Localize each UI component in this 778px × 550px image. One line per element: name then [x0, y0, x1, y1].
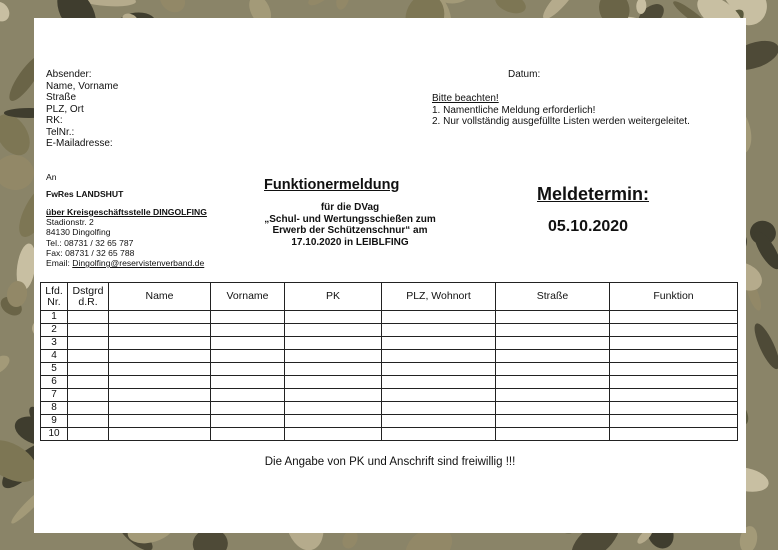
cell-strasse[interactable] [496, 415, 610, 428]
cell-vorname[interactable] [211, 376, 285, 389]
cell-dienstgrad[interactable] [68, 311, 109, 324]
cell-dienstgrad[interactable] [68, 402, 109, 415]
cell-strasse[interactable] [496, 363, 610, 376]
header-dienstgrad: Dstgrd d.R. [68, 283, 109, 311]
table-row [41, 389, 738, 402]
registration-table [40, 282, 738, 441]
header-pk: PK [285, 283, 382, 311]
recipient-block [46, 207, 207, 268]
recipient-tel: Tel.: 08731 / 32 65 787 [46, 237, 134, 248]
cell-plz-wohnort[interactable] [382, 428, 496, 441]
cell-strasse[interactable] [496, 389, 610, 402]
row-number: 3 [41, 337, 68, 350]
subtitle-line-1: für die DVag [320, 202, 380, 213]
cell-funktion[interactable] [610, 324, 738, 337]
recipient-email-link[interactable]: Dingolfing@reservistenverband.de [72, 258, 205, 269]
row-number: 6 [41, 376, 68, 389]
table-row [41, 376, 738, 389]
notice-block [432, 93, 690, 128]
row-number: 7 [41, 389, 68, 402]
table-row [41, 337, 738, 350]
table-row [41, 363, 738, 376]
row-number: 10 [41, 428, 68, 441]
cell-vorname[interactable] [211, 350, 285, 363]
form-subtitle [240, 202, 460, 248]
table-row [41, 402, 738, 415]
header-plz-wohnort: PLZ, Wohnort [382, 283, 496, 311]
cell-strasse[interactable] [496, 402, 610, 415]
row-number: 8 [41, 402, 68, 415]
header-funktion: Funktion [610, 283, 738, 311]
form-sheet [34, 18, 746, 533]
table-header-row [41, 283, 738, 311]
recipient-unit: FwRes LANDSHUT [46, 189, 124, 199]
cell-vorname[interactable] [211, 363, 285, 376]
cell-dienstgrad[interactable] [68, 376, 109, 389]
form-title: Funktionermeldung [264, 177, 400, 193]
sender-field-street: Straße [46, 92, 77, 103]
cell-plz-wohnort[interactable] [382, 402, 496, 415]
cell-funktion[interactable] [610, 389, 738, 402]
recipient-email-line [46, 258, 207, 268]
sender-block [46, 69, 118, 150]
cell-strasse[interactable] [496, 324, 610, 337]
sender-field-email: E-Mailadresse: [46, 138, 113, 149]
cell-vorname[interactable] [211, 402, 285, 415]
recipient-city: 84130 Dingolfing [46, 227, 111, 238]
row-number: 5 [41, 363, 68, 376]
cell-vorname[interactable] [211, 324, 285, 337]
recipient-fax: Fax: 08731 / 32 65 788 [46, 247, 135, 258]
cell-pk[interactable] [285, 311, 382, 324]
header-lfd-nr: Lfd. Nr. [41, 283, 68, 311]
cell-name[interactable] [109, 389, 211, 402]
cell-vorname[interactable] [211, 337, 285, 350]
cell-dienstgrad[interactable] [68, 389, 109, 402]
cell-funktion[interactable] [610, 428, 738, 441]
cell-pk[interactable] [285, 402, 382, 415]
cell-pk[interactable] [285, 363, 382, 376]
cell-pk[interactable] [285, 324, 382, 337]
cell-funktion[interactable] [610, 415, 738, 428]
cell-dienstgrad[interactable] [68, 337, 109, 350]
cell-vorname[interactable] [211, 389, 285, 402]
cell-plz-wohnort[interactable] [382, 363, 496, 376]
cell-funktion[interactable] [610, 363, 738, 376]
cell-plz-wohnort[interactable] [382, 415, 496, 428]
cell-dienstgrad[interactable] [68, 428, 109, 441]
cell-name[interactable] [109, 363, 211, 376]
cell-name[interactable] [109, 324, 211, 337]
cell-vorname[interactable] [211, 311, 285, 324]
footer-note: Die Angabe von PK und Anschrift sind freiwillig !!! [264, 456, 516, 468]
recipient-via: über Kreisgeschäftsstelle DINGOLFING [46, 207, 207, 217]
table-row [41, 428, 738, 441]
header-name: Name [109, 283, 211, 311]
cell-funktion[interactable] [610, 376, 738, 389]
cell-dienstgrad[interactable] [68, 415, 109, 428]
cell-strasse[interactable] [496, 376, 610, 389]
sender-field-rk: RK: [46, 115, 63, 126]
cell-strasse[interactable] [496, 428, 610, 441]
cell-name[interactable] [109, 311, 211, 324]
table-row [41, 415, 738, 428]
cell-pk[interactable] [285, 415, 382, 428]
sender-field-city: PLZ, Ort [46, 103, 84, 115]
cell-dienstgrad[interactable] [68, 363, 109, 376]
cell-plz-wohnort[interactable] [382, 376, 496, 389]
cell-pk[interactable] [285, 350, 382, 363]
header-vorname: Vorname [211, 283, 285, 311]
recipient-email-label: Email: [46, 258, 73, 269]
sender-label: Absender: [46, 69, 92, 80]
cell-funktion[interactable] [610, 337, 738, 350]
cell-strasse[interactable] [496, 311, 610, 324]
cell-name[interactable] [109, 402, 211, 415]
row-number: 1 [41, 311, 68, 324]
cell-pk[interactable] [285, 337, 382, 350]
cell-name[interactable] [109, 376, 211, 389]
notice-heading: Bitte beachten! [432, 93, 499, 104]
cell-strasse[interactable] [496, 337, 610, 350]
subtitle-line-3: Erwerb der Schützenschnur“ am [272, 225, 428, 236]
row-number: 9 [41, 415, 68, 428]
cell-dienstgrad[interactable] [68, 350, 109, 363]
deadline-date: 05.10.2020 [548, 218, 629, 235]
sender-field-tel: TelNr.: [46, 126, 75, 138]
subtitle-line-4: 17.10.2020 in LEIBLFING [291, 236, 409, 248]
cell-vorname[interactable] [211, 428, 285, 441]
row-number: 4 [41, 350, 68, 363]
cell-pk[interactable] [285, 428, 382, 441]
cell-funktion[interactable] [610, 350, 738, 363]
cell-name[interactable] [109, 337, 211, 350]
notice-item-2: 2. Nur vollständig ausgefüllte Listen werden weitergeleitet. [432, 116, 690, 127]
cell-pk[interactable] [285, 376, 382, 389]
cell-strasse[interactable] [496, 350, 610, 363]
cell-dienstgrad[interactable] [68, 324, 109, 337]
recipient-an: An [46, 172, 57, 182]
row-number: 2 [41, 324, 68, 337]
table-row [41, 311, 738, 324]
table-row [41, 350, 738, 363]
cell-name[interactable] [109, 350, 211, 363]
cell-funktion[interactable] [610, 402, 738, 415]
cell-funktion[interactable] [610, 311, 738, 324]
cell-vorname[interactable] [211, 415, 285, 428]
recipient-street: Stadionstr. 2 [46, 217, 94, 228]
cell-plz-wohnort[interactable] [382, 337, 496, 350]
subtitle-line-2: „Schul- und Wertungsschießen zum [264, 213, 436, 225]
cell-plz-wohnort[interactable] [382, 389, 496, 402]
date-label: Datum: [508, 69, 541, 80]
cell-plz-wohnort[interactable] [382, 350, 496, 363]
deadline-label: Meldetermin: [537, 184, 650, 204]
cell-plz-wohnort[interactable] [382, 324, 496, 337]
cell-plz-wohnort[interactable] [382, 311, 496, 324]
cell-pk[interactable] [285, 389, 382, 402]
notice-item-1: 1. Namentliche Meldung erforderlich! [432, 104, 596, 116]
cell-name[interactable] [109, 415, 211, 428]
header-strasse: Straße [496, 283, 610, 311]
cell-name[interactable] [109, 428, 211, 441]
table-row [41, 324, 738, 337]
sender-field-name: Name, Vorname [46, 80, 119, 92]
